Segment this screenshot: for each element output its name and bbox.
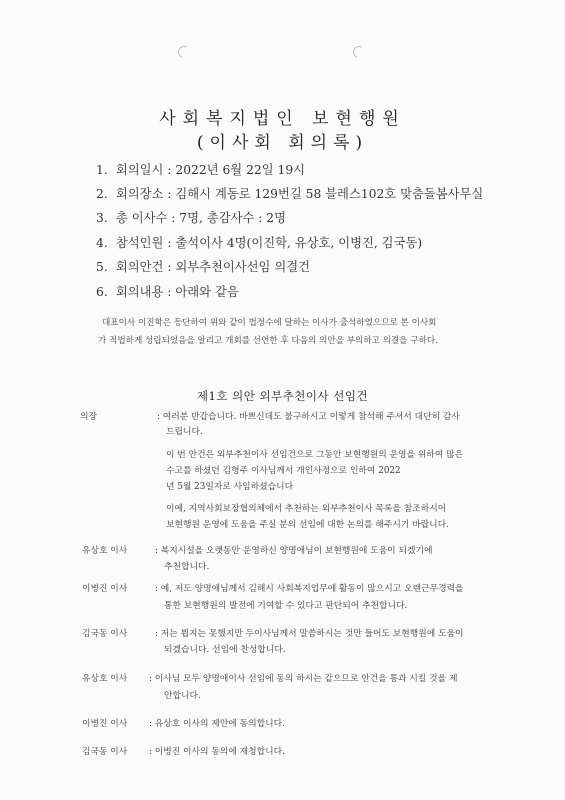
- minutes-line: 보현행원 운영에 도움을 주실 분의 선임에 대한 논의를 해주시기 바랍니다.: [166, 520, 449, 530]
- minutes-line: : 저는 뵙지는 못했지만 두이사님께서 말씀하시는 것만 들어도 보현행원에 도움이: [155, 629, 464, 639]
- info-item-place: 2. 회의장소 : 김해시 계동로 129번길 58 블레스102호 맞춤돌봄사무실: [96, 187, 484, 201]
- minutes-line: : 이병진 이사의 동의에 재청합니다.: [149, 747, 285, 757]
- speaker-label: 유상호 이사: [82, 546, 128, 556]
- punch-hole-mark: [351, 44, 366, 59]
- info-item-date: 1. 회의일시 : 2022년 6월 22일 19시: [96, 163, 306, 177]
- speaker-label: 김국동 이사: [82, 629, 128, 639]
- minutes-line: 통한 보현행원의 발전에 기여할 수 있다고 판단되어 추천합니다.: [164, 601, 408, 611]
- minutes-line: 되겠습니다. 선임에 찬성합니다.: [164, 645, 286, 655]
- minutes-line: : 예, 저도 양명애님께서 김해시 사회복지업무에 활동이 많으시고 오랜근무경력을: [155, 584, 464, 594]
- minutes-line: 드립니다.: [166, 427, 203, 437]
- document-subtitle: (이사회 회의록): [196, 133, 369, 153]
- minutes-line: 이 번 안건은 외부추천이사 선임건으로 그동안 보현행원의 운영을 위하여 많은: [166, 450, 464, 460]
- minutes-line: 추천합니다.: [164, 562, 210, 572]
- minutes-line: 년 5월 23일자로 사임하셨습니다: [166, 482, 294, 492]
- minutes-line: 안합니다.: [164, 691, 201, 701]
- document-title: 사회복지법인 보현행원: [159, 109, 406, 129]
- agenda-title: 제1호 의안 외부추천이사 선임건: [196, 389, 369, 403]
- speaker-label: 김국동 이사: [82, 747, 128, 757]
- speaker-label: 의장: [80, 412, 97, 422]
- minutes-line: 이에, 지역사회보장협의체에서 추천하는 외부추천이사 목록을 참조하시어: [166, 504, 447, 514]
- info-item-attendees: 4. 참석인원 : 출석이사 4명(이진학, 유상호, 이병진, 김국동): [96, 236, 423, 250]
- minutes-line: 수고를 하셨던 김형주 이사님께서 개인사정으로 인하여 2022: [166, 466, 401, 476]
- minutes-line: : 이사님 모두 양명애이사 선임에 동의 하시는 같으므로 안건을 통과 시킬 것을 제: [149, 674, 458, 684]
- speaker-label: 이병진 이사: [82, 719, 128, 729]
- info-item-agenda: 5. 회의안건 : 외부추천이사선임 의결건: [96, 260, 310, 274]
- minutes-line: : 여러분 반갑습니다. 바쁘신데도 불구하시고 이렇게 참석해 주셔서 대단히 감사: [157, 412, 460, 422]
- speaker-label: 이병진 이사: [82, 584, 128, 594]
- punch-hole-mark: [176, 44, 191, 59]
- speaker-label: 유상호 이사: [82, 674, 128, 684]
- intro-line: 대표이사 이진학은 등단하여 위와 같이 법정수에 달하는 이사가 출석하였으므로 본 이사회: [102, 318, 437, 328]
- minutes-line: : 유상호 이사의 제안에 동의합니다.: [149, 719, 285, 729]
- minutes-line: : 복지시설을 오랫동안 운영하신 양명애님이 보현행원에 도움이 되겠기에: [155, 546, 433, 556]
- intro-line: 가 적법하게 성립되었음을 알리고 개회를 선언한 후 다음의 의안을 부의하고 의결을 구하다.: [98, 336, 438, 346]
- info-item-members: 3. 총 이사수 : 7명, 총감사수 : 2명: [96, 211, 287, 225]
- info-item-content: 6. 회의내용 : 아래와 같음: [96, 285, 239, 299]
